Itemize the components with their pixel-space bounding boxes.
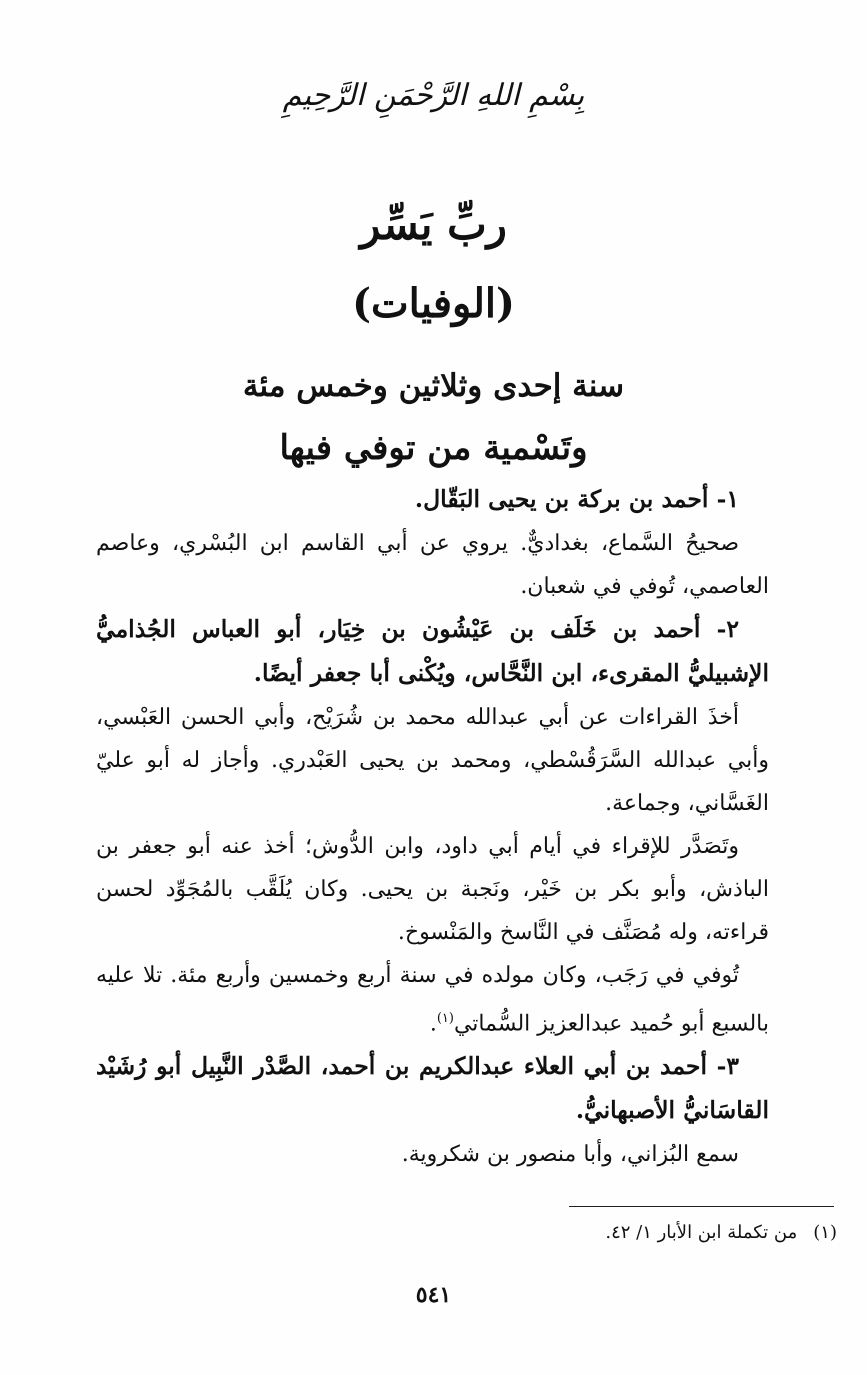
- subheading: وتَسْمية من توفي فيها: [279, 428, 588, 468]
- footnote-number: (١): [813, 1222, 837, 1243]
- invocation-heading: ربِّ يَسِّر: [360, 200, 507, 249]
- footnote-text: من تكملة ابن الأبار ١/ ٤٢.: [605, 1222, 798, 1243]
- entry-title: ٣- أحمد بن أبي العلاء عبدالكريم بن أحمد، الصَّدْر النَّبِيل أبو رُشَيْد القاسَانيُّ الأصبهانيُّ.: [96, 1052, 769, 1125]
- entry-paragraph: وتَصَدَّر للإقراء في أيام أبي داود، وابن الدُّوش؛ أخذ عنه أبو جعفر بن الباذش، وأبو بكر بن خَيْر، ونَجبة بن يحيى. وكان يُلَقَّب بالمُجَوِّد لحسن قراءته، وله مُصَنَّف في النَّاسخ والمَنْسوخ.: [96, 834, 769, 945]
- basmala: بِسْمِ اللهِ الرَّحْمَنِ الرَّحِيمِ: [282, 78, 585, 113]
- section-title: (الوفيات): [352, 280, 515, 327]
- entry: [96, 1045, 769, 1176]
- entry-paragraph: سمع البُزاني، وأبا منصور بن شكروية.: [401, 1142, 739, 1168]
- footnote: [77, 1222, 837, 1243]
- entry: [96, 608, 769, 1045]
- entry-paragraph: أخذَ القراءات عن أبي عبدالله محمد بن شُرَيْح، وأبي الحسن العَبْسي، وأبي عبدالله السَّرَقُسْطي، ومحمد بن يحيى العَبْدري. وأجاز له أبو عليّ الغَسَّاني، وجماعة.: [96, 705, 769, 816]
- entry-paragraph: تُوفي في رَجَب، وكان مولده في سنة أربع وخمسين وأربع مئة. تلا عليه بالسبع أبو حُميد عبدالعزيز السُّماتي$^{(١)}$.: [96, 963, 769, 1037]
- page-number: ٥٤١: [415, 1282, 452, 1308]
- footnote-reference[interactable]: (١): [436, 1011, 454, 1026]
- entry-title: ٢- أحمد بن خَلَف بن عَيْشُون بن خِيَار، أبو العباس الجُذاميُّ الإشبيليُّ المقرىء، ابن النَّحَّاس، ويُكْنى أبا جعفر أيضًا.: [96, 615, 769, 687]
- footnote-divider: [569, 1206, 834, 1207]
- entry-title: ١- أحمد بن بركة بن يحيى البَقّال.: [414, 485, 739, 513]
- entry-paragraph: صحيحُ السَّماع، بغداديٌّ. يروي عن أبي القاسم ابن البُسْري، وعاصم العاصمي، تُوفي في شعبان.: [96, 531, 769, 599]
- entry: [96, 478, 769, 608]
- year-heading: سنة إحدى وثلاثين وخمس مئة: [242, 368, 625, 404]
- main-text: [96, 478, 769, 1176]
